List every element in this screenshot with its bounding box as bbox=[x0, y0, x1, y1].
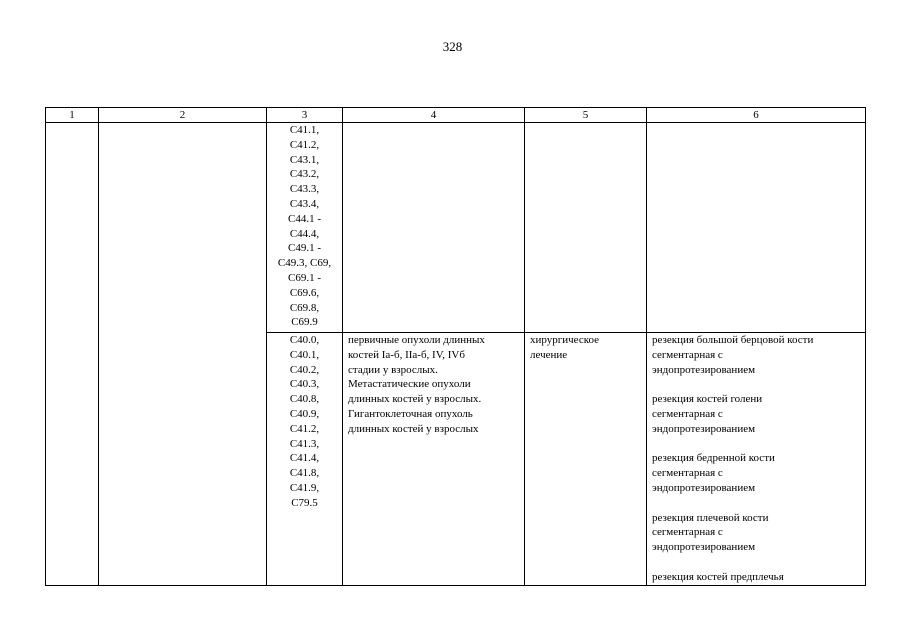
care-type-cell bbox=[99, 123, 267, 586]
column-header-1: 1 bbox=[46, 108, 99, 123]
procedure-item: резекция костей предплечья bbox=[652, 570, 784, 583]
medical-care-table bbox=[45, 107, 866, 586]
patient-model-cell bbox=[343, 123, 525, 333]
column-header-6: 6 bbox=[647, 108, 866, 123]
treatment-method-cell bbox=[647, 333, 866, 586]
treatment-method-cell bbox=[647, 123, 866, 333]
patient-model-cell: первичные опухоли длинных костей Ia-б, IIa-б, IV, IVб стадии у взрослых. Метастатические опухоли длинных костей у взрослых. Гигантоклеточная опухоль длинных костей у взрослых bbox=[343, 333, 525, 586]
treatment-type-cell: хирургическое лечение bbox=[525, 333, 647, 586]
treatment-type-cell bbox=[525, 123, 647, 333]
procedure-item: резекция бедренной кости сегментарная с эндопротезированием bbox=[652, 452, 775, 494]
page-number: 328 bbox=[442, 39, 463, 54]
column-header-2: 2 bbox=[99, 108, 267, 123]
icd-codes-cell: C40.0, C40.1, C40.2, C40.3, C40.8, C40.9, C41.2, C41.3, C41.4, C41.8, C41.9, C79.5 bbox=[267, 333, 343, 586]
column-header-3: 3 bbox=[267, 108, 343, 123]
procedure-item: резекция костей голени сегментарная с эндопротезированием bbox=[652, 393, 763, 435]
procedure-item: резекция большой берцовой кости сегментарная с эндопротезированием bbox=[652, 334, 814, 376]
column-number-row bbox=[46, 108, 866, 123]
row-number-cell bbox=[46, 123, 99, 586]
icd-codes-cell: C41.1, C41.2, C43.1, C43.2, C43.3, C43.4, C44.1 - C44.4, C49.1 - C49.3, C69, C69.1 - C69.6, C69.8, C69.9 bbox=[267, 123, 343, 333]
table-row bbox=[46, 123, 866, 333]
column-header-5: 5 bbox=[525, 108, 647, 123]
procedure-item: резекция плечевой кости сегментарная с эндопротезированием bbox=[652, 511, 769, 554]
column-header-4: 4 bbox=[343, 108, 525, 123]
